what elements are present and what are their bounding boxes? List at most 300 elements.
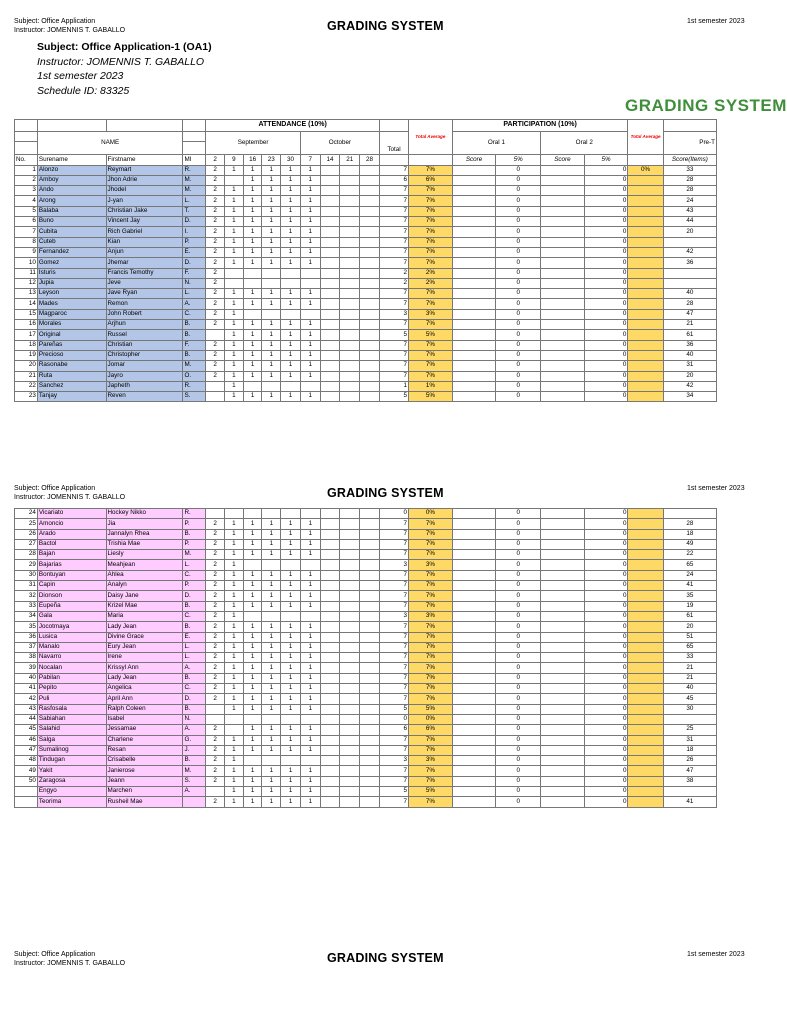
attendance-cell: 2 xyxy=(206,206,225,216)
oral1-pct-cell: 0 xyxy=(496,509,541,519)
pretest-cell: 31 xyxy=(663,735,716,745)
attendance-cell xyxy=(320,714,340,724)
attendance-cell: 1 xyxy=(243,320,262,330)
attendance-cell xyxy=(340,714,360,724)
attendance-cell: 1 xyxy=(243,766,262,776)
row-number: 26 xyxy=(15,529,38,539)
average-cell: 7% xyxy=(409,350,453,360)
attendance-cell xyxy=(360,299,380,309)
attendance-cell: 2 xyxy=(206,591,225,601)
mi-cell: R. xyxy=(183,509,206,519)
pretest-cell: 18 xyxy=(663,745,716,755)
mi-cell: D. xyxy=(183,258,206,268)
attendance-cell xyxy=(320,361,340,371)
average-cell: 6% xyxy=(409,175,453,185)
attendance-cell: 1 xyxy=(262,237,281,247)
pretest-cell: 36 xyxy=(663,258,716,268)
score-cell xyxy=(541,797,585,807)
firstname-cell: Meahjean xyxy=(106,560,183,570)
oral1-pct-cell: 0 xyxy=(496,289,541,299)
firstname-cell: Jave Ryan xyxy=(106,289,183,299)
attendance-cell: 1 xyxy=(243,361,262,371)
score-cell xyxy=(541,309,585,319)
firstname-cell: Jhon Adrie xyxy=(106,175,183,185)
pretest-cell: 42 xyxy=(663,247,716,257)
student-row xyxy=(15,570,717,580)
firstname-cell: Resan xyxy=(106,745,183,755)
day-header: 21 xyxy=(340,155,360,165)
student-row xyxy=(15,611,717,621)
attendance-cell: 1 xyxy=(225,642,244,652)
attendance-cell xyxy=(360,622,380,632)
score-cell xyxy=(452,371,496,381)
attendance-cell xyxy=(281,309,301,319)
pretest-cell: 38 xyxy=(663,776,716,786)
attendance-cell: 1 xyxy=(225,227,244,237)
info-block xyxy=(37,40,212,98)
oral1-pct-cell: 0 xyxy=(496,570,541,580)
score-cell xyxy=(541,766,585,776)
oral1-pct-cell: 0 xyxy=(496,694,541,704)
average-cell: 7% xyxy=(409,735,453,745)
total-cell: 7 xyxy=(379,361,408,371)
attendance-cell xyxy=(320,756,340,766)
score-cell xyxy=(541,227,585,237)
attendance-cell xyxy=(320,340,340,350)
score-cell xyxy=(452,381,496,391)
attendance-cell: 1 xyxy=(262,371,281,381)
attendance-cell: 1 xyxy=(225,673,244,683)
attendance-cell: 2 xyxy=(206,601,225,611)
attendance-cell xyxy=(360,309,380,319)
surname-cell: Bajan xyxy=(37,550,106,560)
oral2-pct-cell: 0 xyxy=(584,206,628,216)
attendance-header: ATTENDANCE (10%) xyxy=(206,120,380,132)
attendance-cell xyxy=(360,258,380,268)
total-cell: 5 xyxy=(379,392,408,402)
attendance-cell: 1 xyxy=(262,392,281,402)
attendance-cell: 1 xyxy=(243,196,262,206)
mi-cell: B. xyxy=(183,601,206,611)
attendance-cell: 1 xyxy=(300,227,320,237)
attendance-cell xyxy=(243,714,262,724)
attendance-cell: 1 xyxy=(300,570,320,580)
firstname-cell: Analyn xyxy=(106,581,183,591)
attendance-cell: 1 xyxy=(281,642,301,652)
attendance-cell: 2 xyxy=(206,735,225,745)
score-cell xyxy=(452,745,496,755)
attendance-cell: 1 xyxy=(281,745,301,755)
attendance-cell xyxy=(360,694,380,704)
attendance-cell: 1 xyxy=(300,776,320,786)
oral1-pct-cell: 0 xyxy=(496,766,541,776)
attendance-cell xyxy=(340,258,360,268)
attendance-cell: 1 xyxy=(243,227,262,237)
score-cell xyxy=(452,309,496,319)
firstname-cell: Charlene xyxy=(106,735,183,745)
attendance-cell xyxy=(320,309,340,319)
attendance-cell xyxy=(340,175,360,185)
surname-cell: Bajarias xyxy=(37,560,106,570)
oral1-pct-cell: 0 xyxy=(496,330,541,340)
attendance-cell xyxy=(320,673,340,683)
attendance-cell xyxy=(360,632,380,642)
score-cell xyxy=(452,227,496,237)
attendance-cell: 1 xyxy=(243,330,262,340)
attendance-cell xyxy=(320,196,340,206)
surname-cell: Jupia xyxy=(37,278,106,288)
participation-avg-cell xyxy=(628,361,663,371)
attendance-cell xyxy=(360,361,380,371)
student-row xyxy=(15,392,717,402)
pretest-cell: 47 xyxy=(663,309,716,319)
firstname-cell: Arjhun xyxy=(106,320,183,330)
attendance-cell: 1 xyxy=(300,550,320,560)
attendance-cell: 2 xyxy=(206,632,225,642)
pretest-cell: 34 xyxy=(663,392,716,402)
attendance-cell: 1 xyxy=(225,776,244,786)
attendance-cell xyxy=(360,206,380,216)
attendance-cell: 1 xyxy=(243,622,262,632)
oral1-pct-cell: 0 xyxy=(496,519,541,529)
mi-cell: E. xyxy=(183,632,206,642)
average-cell: 3% xyxy=(409,309,453,319)
pretest-cell: 65 xyxy=(663,642,716,652)
attendance-cell xyxy=(320,776,340,786)
oral2-pct-cell: 0 xyxy=(584,186,628,196)
attendance-cell xyxy=(206,392,225,402)
attendance-cell xyxy=(340,611,360,621)
attendance-cell: 1 xyxy=(262,694,281,704)
firstname-cell: Krissyl Ann xyxy=(106,663,183,673)
surname-cell: Salahid xyxy=(37,725,106,735)
oral1-pct-cell: 0 xyxy=(496,550,541,560)
attendance-cell xyxy=(340,289,360,299)
attendance-cell xyxy=(300,509,320,519)
participation-avg-cell xyxy=(628,392,663,402)
attendance-cell: 1 xyxy=(243,539,262,549)
student-row xyxy=(15,632,717,642)
attendance-cell xyxy=(340,642,360,652)
oral1-pct-cell: 0 xyxy=(496,175,541,185)
row-number: 15 xyxy=(15,309,38,319)
participation-avg-cell xyxy=(628,237,663,247)
attendance-cell: 1 xyxy=(225,392,244,402)
attendance-cell xyxy=(360,371,380,381)
participation-avg-cell xyxy=(628,787,663,797)
surname-cell: Balaba xyxy=(37,206,106,216)
participation-avg-cell xyxy=(628,371,663,381)
pretest-cell xyxy=(663,278,716,288)
attendance-cell: 1 xyxy=(225,371,244,381)
attendance-cell xyxy=(320,237,340,247)
attendance-cell xyxy=(243,381,262,391)
oral2-pct-cell: 0 xyxy=(584,714,628,724)
attendance-cell: 1 xyxy=(243,601,262,611)
row-number: 23 xyxy=(15,392,38,402)
attendance-cell xyxy=(360,340,380,350)
attendance-cell: 1 xyxy=(300,361,320,371)
attendance-cell xyxy=(320,642,340,652)
oral1-pct-cell: 0 xyxy=(496,725,541,735)
score-cell xyxy=(541,268,585,278)
student-row xyxy=(15,237,717,247)
attendance-cell: 2 xyxy=(206,550,225,560)
score-cell xyxy=(541,529,585,539)
attendance-cell: 1 xyxy=(243,797,262,807)
attendance-cell: 1 xyxy=(262,766,281,776)
attendance-cell xyxy=(320,632,340,642)
attendance-cell: 1 xyxy=(262,735,281,745)
attendance-cell xyxy=(340,350,360,360)
surname-cell: Vicariato xyxy=(37,509,106,519)
attendance-cell xyxy=(340,560,360,570)
average-cell: 7% xyxy=(409,632,453,642)
attendance-cell: 1 xyxy=(300,704,320,714)
attendance-cell xyxy=(360,787,380,797)
surname-cell: Ruta xyxy=(37,371,106,381)
score-cell xyxy=(452,622,496,632)
oral2-pct-cell: 0 xyxy=(584,776,628,786)
attendance-cell xyxy=(281,509,301,519)
page2-title: GRADING SYSTEM xyxy=(327,486,444,500)
firstname-header: Firstname xyxy=(106,155,183,165)
attendance-cell xyxy=(320,725,340,735)
oral1-pct-cell: 0 xyxy=(496,227,541,237)
oral2-pct-cell: 0 xyxy=(584,268,628,278)
score-cell xyxy=(452,601,496,611)
score-cell xyxy=(541,247,585,257)
oral1-pct-cell: 0 xyxy=(496,392,541,402)
attendance-cell: 2 xyxy=(206,175,225,185)
row-number: 27 xyxy=(15,539,38,549)
row-number: 48 xyxy=(15,756,38,766)
mi-cell: G. xyxy=(183,735,206,745)
mi-header: MI xyxy=(183,155,206,165)
oral2-pct-cell: 0 xyxy=(584,632,628,642)
attendance-cell xyxy=(360,581,380,591)
attendance-cell xyxy=(340,227,360,237)
day-header: 2 xyxy=(206,155,225,165)
attendance-cell: 1 xyxy=(281,581,301,591)
surname-cell: Nocalan xyxy=(37,663,106,673)
average-cell: 6% xyxy=(409,725,453,735)
oral1-pct-cell: 0 xyxy=(496,704,541,714)
total-cell: 7 xyxy=(379,186,408,196)
surname-cell: Sabiahan xyxy=(37,714,106,724)
total-cell: 7 xyxy=(379,371,408,381)
attendance-cell xyxy=(320,268,340,278)
info-subject: Subject: Office Application-1 (OA1) xyxy=(37,41,212,53)
attendance-cell: 2 xyxy=(206,529,225,539)
score-cell xyxy=(541,186,585,196)
pretest-cell xyxy=(663,268,716,278)
attendance-cell: 1 xyxy=(281,217,301,227)
attendance-cell xyxy=(320,175,340,185)
oral2-pct-cell: 0 xyxy=(584,745,628,755)
score-cell xyxy=(541,320,585,330)
attendance-cell xyxy=(340,550,360,560)
pretest-cell: 40 xyxy=(663,684,716,694)
row-number: 16 xyxy=(15,320,38,330)
mi-cell: P. xyxy=(183,237,206,247)
attendance-cell xyxy=(320,278,340,288)
attendance-cell xyxy=(300,278,320,288)
oral2-pct-cell: 0 xyxy=(584,175,628,185)
attendance-cell: 1 xyxy=(281,601,301,611)
total-cell: 7 xyxy=(379,320,408,330)
surename-header: Surename xyxy=(37,155,106,165)
page1-semester: 1st semester 2023 xyxy=(687,18,745,25)
attendance-cell xyxy=(206,787,225,797)
attendance-cell xyxy=(320,622,340,632)
row-number: 40 xyxy=(15,673,38,683)
total-cell: 5 xyxy=(379,787,408,797)
surname-cell: Sumalinog xyxy=(37,745,106,755)
attendance-cell xyxy=(340,237,360,247)
day-header: 23 xyxy=(262,155,281,165)
attendance-cell: 2 xyxy=(206,776,225,786)
total-cell: 5 xyxy=(379,704,408,714)
score-cell xyxy=(541,581,585,591)
mi-cell: C. xyxy=(183,611,206,621)
pretest-cell: 61 xyxy=(663,330,716,340)
average-cell: 7% xyxy=(409,601,453,611)
pretest-cell: 40 xyxy=(663,289,716,299)
attendance-cell: 1 xyxy=(225,632,244,642)
pretest-cell: 28 xyxy=(663,186,716,196)
page2-subject: Subject: Office Application xyxy=(14,485,96,492)
student-row xyxy=(15,361,717,371)
oral2-pct-cell: 0 xyxy=(584,340,628,350)
attendance-cell: 1 xyxy=(281,330,301,340)
participation-avg-cell xyxy=(628,289,663,299)
student-row xyxy=(15,529,717,539)
firstname-cell: Jayro xyxy=(106,371,183,381)
score-cell xyxy=(452,165,496,175)
score-cell xyxy=(452,299,496,309)
total-cell: 7 xyxy=(379,529,408,539)
oral1-pct-cell: 0 xyxy=(496,381,541,391)
row-number: 29 xyxy=(15,560,38,570)
score-cell xyxy=(541,684,585,694)
attendance-cell: 2 xyxy=(206,663,225,673)
attendance-cell: 1 xyxy=(300,735,320,745)
attendance-cell xyxy=(340,186,360,196)
average-cell: 5% xyxy=(409,330,453,340)
row-number: 35 xyxy=(15,622,38,632)
attendance-cell: 1 xyxy=(225,258,244,268)
pretest-cell: 65 xyxy=(663,560,716,570)
surname-cell: Manalo xyxy=(37,642,106,652)
attendance-cell: 2 xyxy=(206,196,225,206)
attendance-cell xyxy=(300,309,320,319)
pretest-cell: 36 xyxy=(663,340,716,350)
score-cell xyxy=(452,539,496,549)
total-cell: 7 xyxy=(379,519,408,529)
attendance-cell xyxy=(281,756,301,766)
attendance-cell: 1 xyxy=(225,735,244,745)
score-cell xyxy=(452,196,496,206)
attendance-cell: 1 xyxy=(300,581,320,591)
attendance-cell xyxy=(360,591,380,601)
participation-avg-cell xyxy=(628,320,663,330)
firstname-cell: Lady Jean xyxy=(106,673,183,683)
attendance-cell: 2 xyxy=(206,371,225,381)
oral1-pct-cell: 0 xyxy=(496,663,541,673)
total-cell: 7 xyxy=(379,227,408,237)
oral2-pct-cell: 0 xyxy=(584,196,628,206)
total-cell: 7 xyxy=(379,776,408,786)
pretest-cell: 51 xyxy=(663,632,716,642)
attendance-cell xyxy=(320,247,340,257)
participation-avg-cell xyxy=(628,519,663,529)
day-header: 30 xyxy=(281,155,301,165)
attendance-cell: 2 xyxy=(206,350,225,360)
participation-avg-cell xyxy=(628,642,663,652)
firstname-cell: Vincent Jay xyxy=(106,217,183,227)
firstname-cell: Jessamae xyxy=(106,725,183,735)
surname-cell: Navarro xyxy=(37,653,106,663)
attendance-cell xyxy=(320,330,340,340)
attendance-cell: 1 xyxy=(300,165,320,175)
attendance-cell xyxy=(340,622,360,632)
score-cell xyxy=(541,611,585,621)
attendance-cell: 1 xyxy=(243,299,262,309)
attendance-cell: 1 xyxy=(281,258,301,268)
attendance-cell: 1 xyxy=(281,776,301,786)
oral2-pct-cell: 0 xyxy=(584,570,628,580)
attendance-cell xyxy=(360,611,380,621)
attendance-cell: 1 xyxy=(225,217,244,227)
firstname-cell: Eury Jean xyxy=(106,642,183,652)
total-cell: 7 xyxy=(379,165,408,175)
score-cell xyxy=(541,175,585,185)
attendance-cell: 1 xyxy=(225,694,244,704)
student-row xyxy=(15,247,717,257)
attendance-cell: 1 xyxy=(281,361,301,371)
attendance-cell: 1 xyxy=(243,632,262,642)
score-cell xyxy=(452,766,496,776)
row-number: 50 xyxy=(15,776,38,786)
attendance-cell: 2 xyxy=(206,268,225,278)
attendance-cell: 2 xyxy=(206,340,225,350)
surname-cell: Sanchez xyxy=(37,381,106,391)
attendance-cell: 1 xyxy=(243,663,262,673)
attendance-cell xyxy=(300,268,320,278)
attendance-cell: 1 xyxy=(225,704,244,714)
score-cell xyxy=(541,653,585,663)
score-cell xyxy=(541,217,585,227)
attendance-cell xyxy=(320,735,340,745)
attendance-cell xyxy=(320,745,340,755)
pretest-cell: 47 xyxy=(663,766,716,776)
participation-avg-cell xyxy=(628,381,663,391)
attendance-cell: 1 xyxy=(243,392,262,402)
attendance-cell: 1 xyxy=(225,591,244,601)
attendance-cell: 1 xyxy=(262,539,281,549)
attendance-cell: 2 xyxy=(206,725,225,735)
student-row xyxy=(15,165,717,175)
oral2-pct-cell: 0 xyxy=(584,289,628,299)
attendance-cell: 1 xyxy=(281,550,301,560)
participation-avg-cell xyxy=(628,278,663,288)
oral1-pct-cell: 0 xyxy=(496,361,541,371)
attendance-cell: 1 xyxy=(281,694,301,704)
attendance-cell: 1 xyxy=(262,653,281,663)
oral1-pct-cell: 0 xyxy=(496,350,541,360)
surname-cell: Pabilan xyxy=(37,673,106,683)
